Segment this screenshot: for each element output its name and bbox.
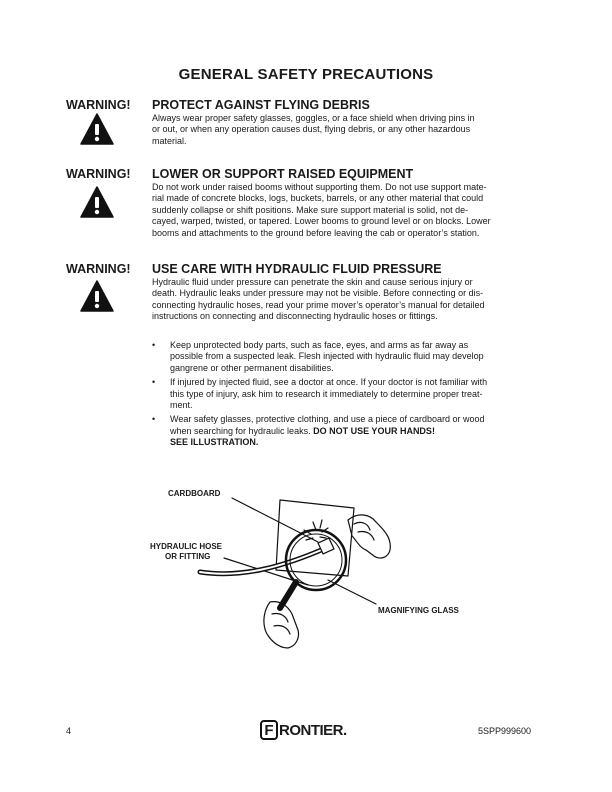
callout-hydraulic-hose-line1: HYDRAULIC HOSE	[150, 542, 223, 551]
warning-label-3: WARNING!	[66, 262, 131, 276]
logo-mark: F	[260, 720, 278, 740]
section-heading-hydraulic-pressure: USE CARE WITH HYDRAULIC FLUID PRESSURE	[152, 262, 442, 276]
callout-magnifying-glass: MAGNIFYING GLASS	[378, 606, 459, 615]
warning-triangle-icon	[80, 186, 114, 218]
leak-inspection-illustration	[130, 480, 430, 680]
hydraulic-bullet-list	[152, 340, 552, 452]
logo-text: RONTIER	[279, 721, 343, 739]
warning-label-2: WARNING!	[66, 167, 131, 181]
leader-line-cardboard	[232, 498, 318, 542]
warning-triangle-icon	[80, 113, 114, 145]
bold-warning-text: DO NOT USE YOUR HANDS!	[313, 425, 435, 436]
frontier-logo	[260, 720, 347, 740]
logo-reg: .	[343, 721, 347, 739]
section-body-raised-equipment: Do not work under raised booms without supporting them. Do not use support mate- rial made of concrete blocks, logs, buckets, barrels, or any other material that could suddenly collapse or shift positions. Make sure support material is solid, not de- cayed, warped, twisted, or tapered. Lower booms to ground level or on blocks. Lower booms and attachments to the ground before leaving the cab or operator’s station.	[152, 182, 491, 238]
list-item: • Wear safety glasses, protective clothing, and use a piece of cardboard or wood when searching for hydraulic leaks. DO NOT USE YOUR HANDS! SEE ILLUSTRATION.	[152, 414, 552, 448]
list-item: • If injured by injected fluid, see a doctor at once. If your doctor is not familiar with this type of injury, ask him to research it immediately to determine proper treat- ment.	[152, 377, 488, 411]
document-number: 5SPP999600	[478, 726, 532, 736]
section-body-flying-debris: Always wear proper safety glasses, goggles, or a face shield when driving pins in or out, or when any operation causes dust, flying debris, or any other hazardous material.	[152, 113, 475, 146]
section-body-hydraulic-pressure: Hydraulic fluid under pressure can penetrate the skin and cause serious injury or death. Hydraulic leaks under pressure may not be visible. Before connecting or dis- connecting hydraulic hoses, read your prime mover’s operator’s manual for detailed instructions on connecting and disconnecting hydraulic hoses or fittings.	[152, 277, 485, 322]
list-item: • Keep unprotected body parts, such as face, eyes, and arms as far away as possible from a suspected leak. Flesh injected with hydraulic fluid may develop gangrene or other permanent disabilities.	[152, 340, 484, 373]
callout-cardboard: CARDBOARD	[168, 489, 221, 498]
section-heading-raised-equipment: LOWER OR SUPPORT RAISED EQUIPMENT	[152, 167, 414, 181]
warning-triangle-icon	[80, 280, 114, 312]
section-heading-flying-debris: PROTECT AGAINST FLYING DEBRIS	[152, 98, 370, 112]
page-number: 4	[66, 726, 72, 736]
hand-right	[348, 515, 390, 558]
warning-label-1: WARNING!	[66, 98, 131, 112]
see-illustration-text: SEE ILLUSTRATION.	[170, 437, 259, 448]
page-title: GENERAL SAFETY PRECAUTIONS	[178, 66, 434, 83]
callout-hydraulic-hose-line2: OR FITTING	[165, 552, 211, 561]
